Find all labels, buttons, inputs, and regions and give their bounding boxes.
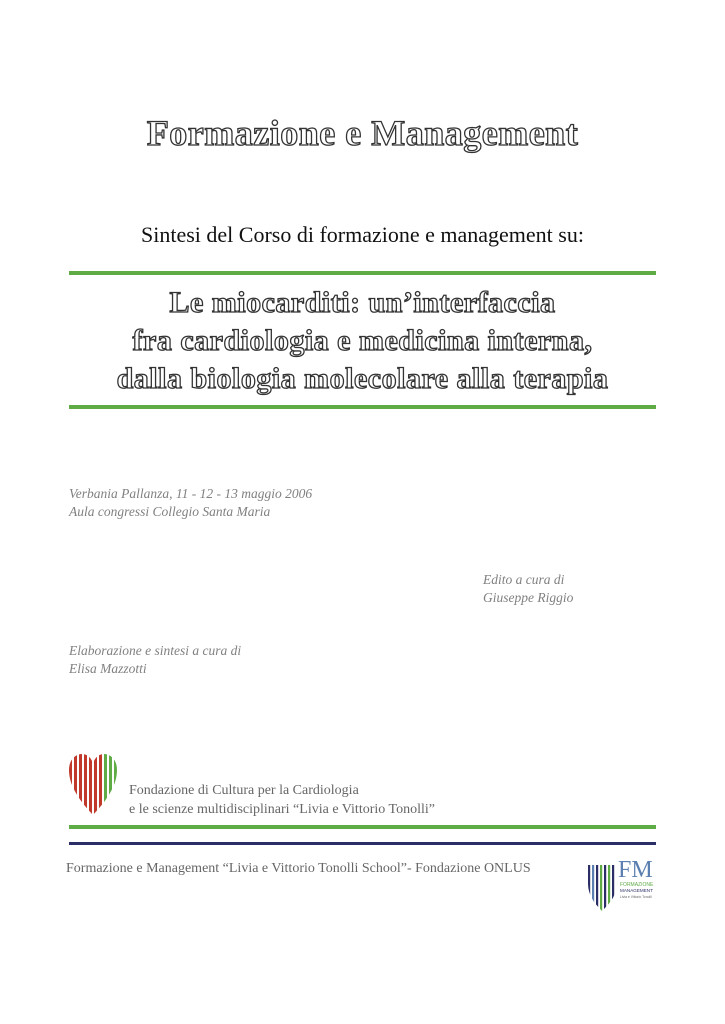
- event-venue: Aula congressi Collegio Santa Maria: [69, 504, 271, 519]
- event-info: [69, 485, 312, 521]
- fm-logo-icon: [586, 853, 660, 913]
- event-dates: Verbania Pallanza, 11 - 12 - 13 maggio 2006: [69, 486, 313, 501]
- editor-info: [483, 571, 573, 607]
- document-title: Formazione e Management: [146, 113, 579, 153]
- fm-logo-line-2: MANAGEMENT: [620, 888, 653, 893]
- editor-name: Giuseppe Riggio: [483, 590, 574, 605]
- footer-organization: Formazione e Management “Livia e Vittorio Tonolli School”- Fondazione ONLUS: [66, 861, 531, 876]
- bottom-green-divider: [69, 405, 656, 409]
- striped-heart-icon: [68, 753, 118, 817]
- footer-navy-divider: [69, 842, 656, 845]
- course-title-line-3: dalla biologia molecolare alla terapia: [116, 362, 609, 395]
- top-green-divider: [69, 271, 656, 275]
- footer-green-divider: [69, 825, 656, 829]
- course-subtitle: Sintesi del Corso di formazione e management su:: [141, 222, 584, 247]
- fm-logo-line-3: Livia e Vittorio Tonolli: [620, 895, 652, 899]
- editor-label: Edito a cura di: [483, 572, 565, 587]
- course-title-line-2: fra cardiologia e medicina interna,: [132, 324, 593, 357]
- elaboration-name: Elisa Mazzotti: [69, 661, 147, 676]
- fm-logo-letters: FM: [618, 857, 653, 883]
- foundation-line-2: e le scienze multidisciplinari “Livia e Vittorio Tonolli”: [129, 802, 435, 817]
- course-title-line-1: Le miocarditi: un’interfaccia: [169, 286, 556, 319]
- foundation-name: [129, 781, 435, 819]
- course-title: [0, 284, 725, 398]
- foundation-line-1: Fondazione di Cultura per la Cardiologia: [129, 783, 359, 798]
- elaboration-label: Elaborazione e sintesi a cura di: [69, 643, 242, 658]
- fm-logo-line-1: FORMAZIONE: [620, 882, 654, 888]
- elaboration-info: [69, 642, 241, 678]
